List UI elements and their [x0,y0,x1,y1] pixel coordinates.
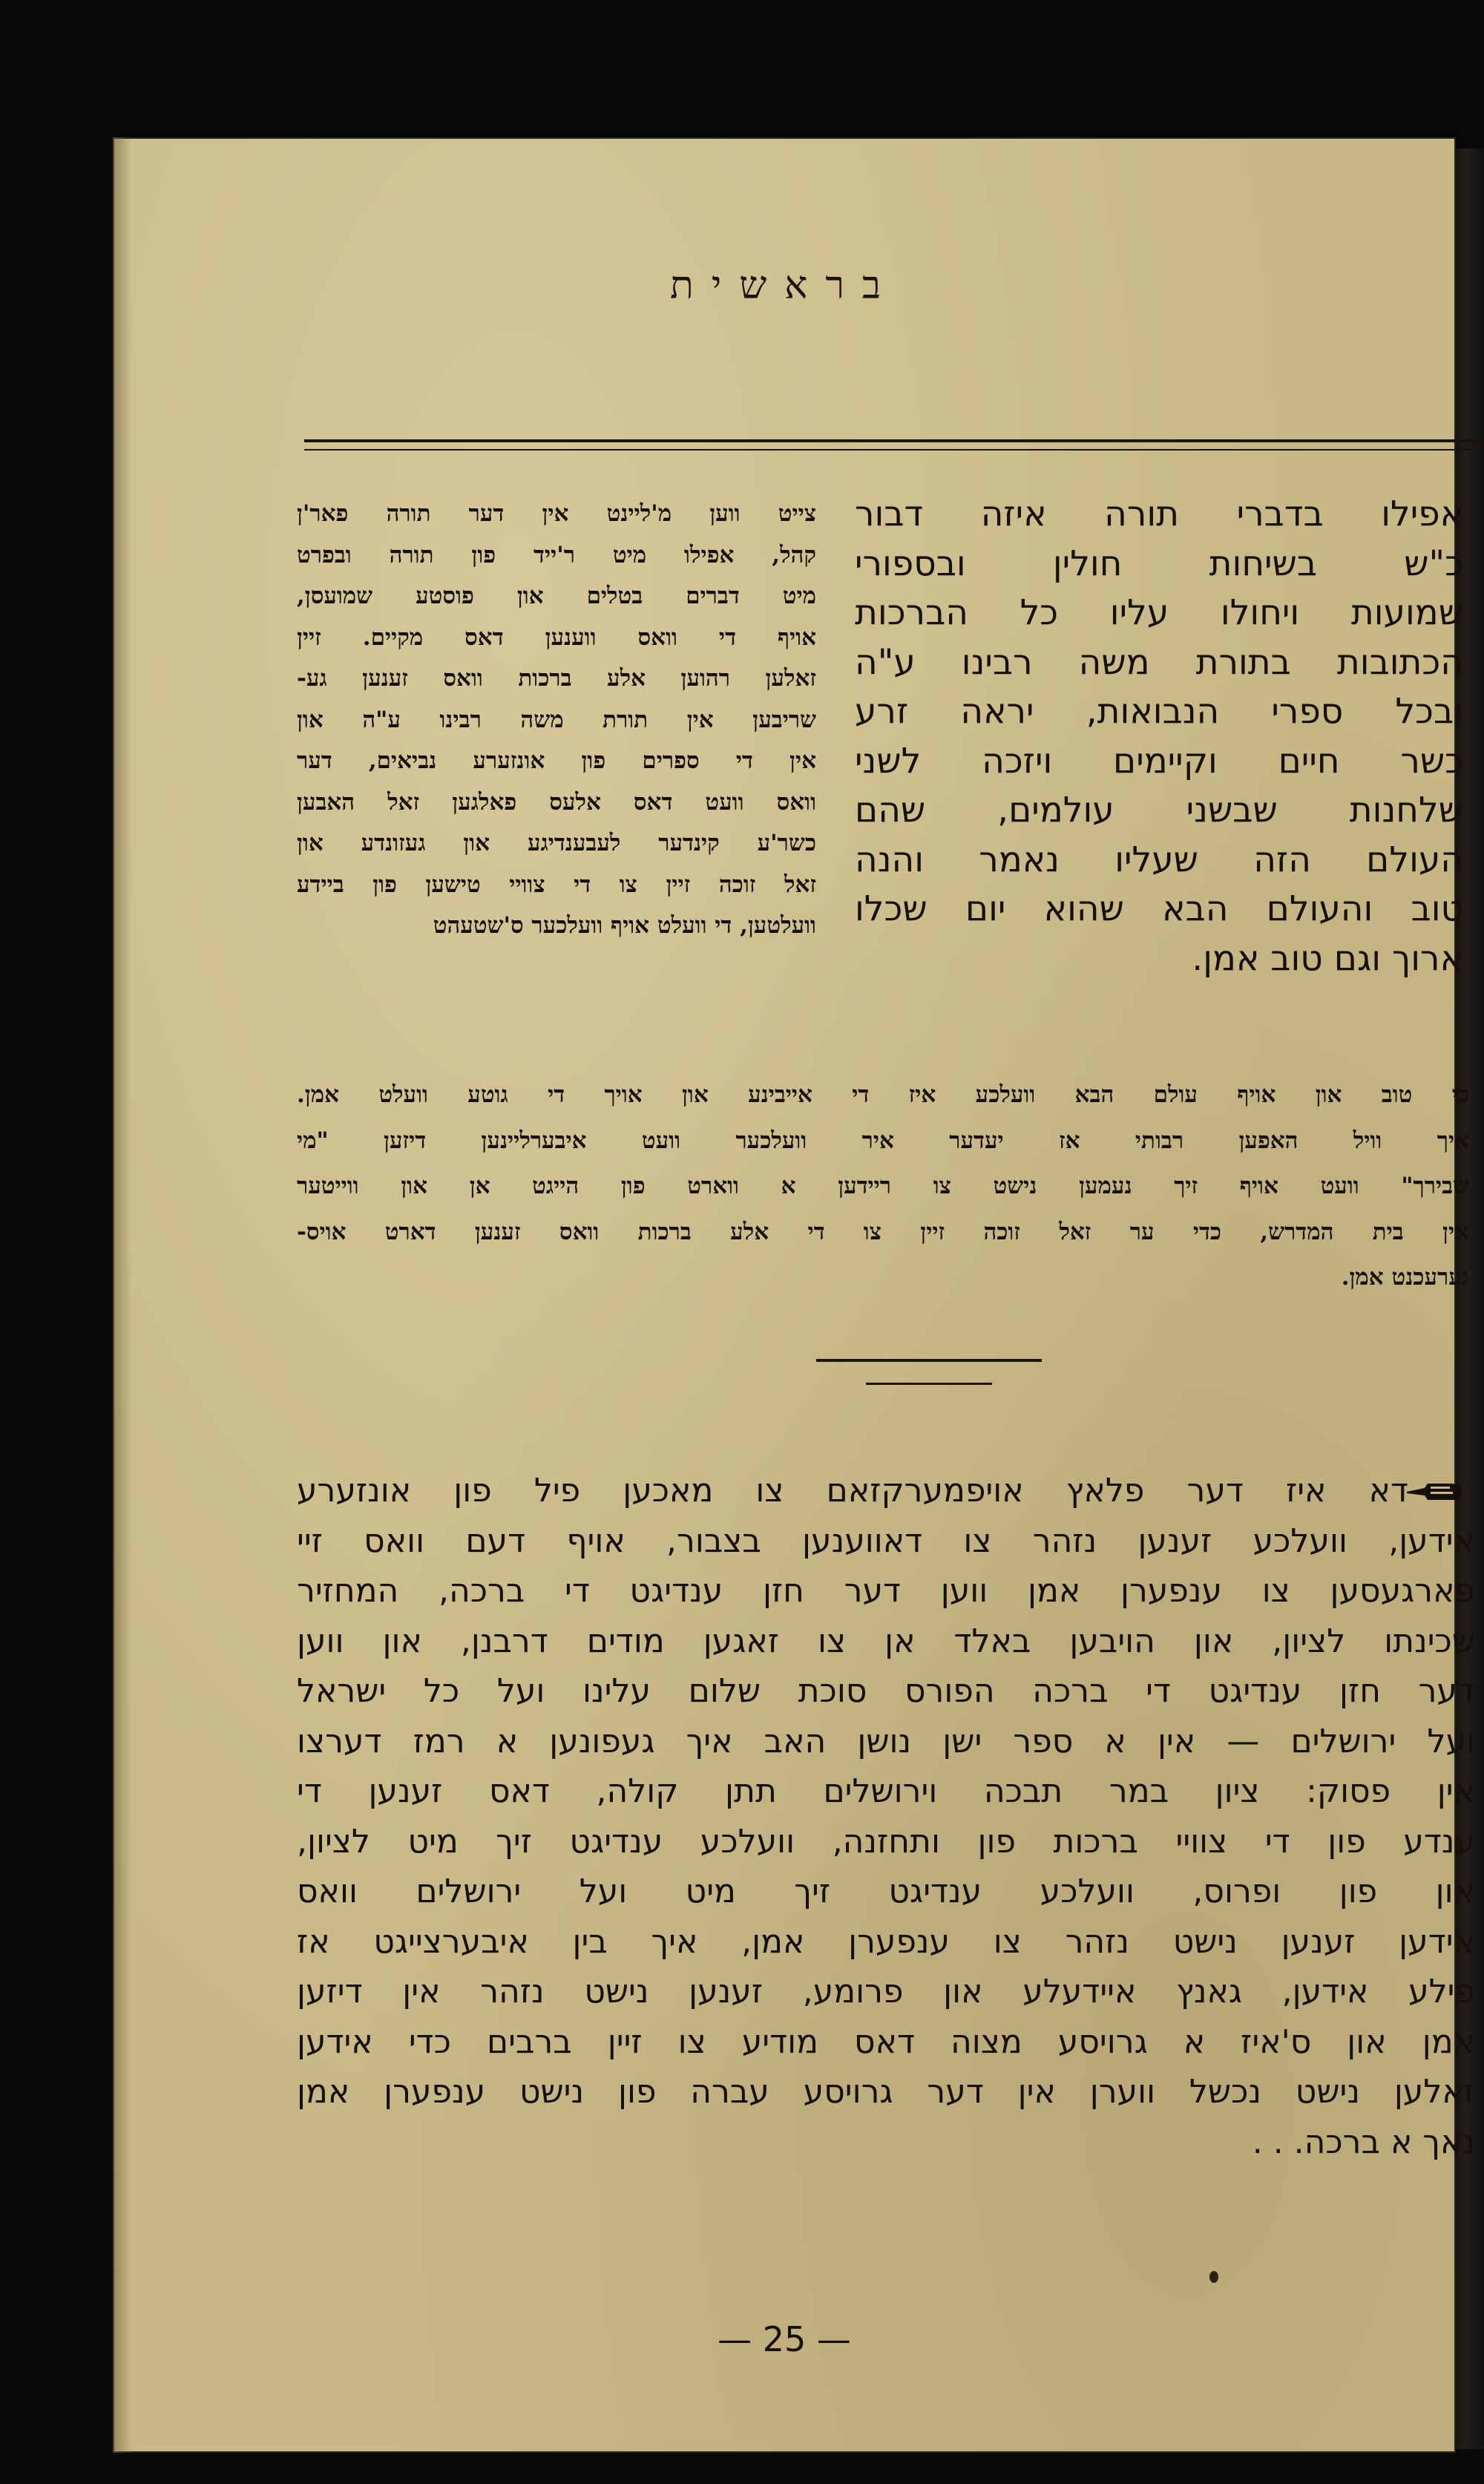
left-column-line: קהל, אפילו מיט ר'ייד פון תורה ובפרט [297,541,816,568]
paragraph-line: דער חזן ענדיגט די ברכה הפורס סוכת שלום עלינו ועל כל ישראל [297,1672,1475,1710]
right-column-line: שלחנות שבשני עולמים, שהם [855,790,1463,830]
paragraph-line: פארגעסען צו ענפערן אמן ווען דער חזן ענדיגט די ברכה, המחזיר [297,1572,1475,1610]
paragraph-line: אידען זענען נישט נזהר צו ענפערן אמן, איך בין איבערצייגט אז [297,1922,1475,1961]
paragraph-line: איך וויל האפען רבותי אז יעדער איר וועלכער וועט איבערליינען דיזען "מי [297,1127,1469,1154]
right-column-line: ארוך וגם טוב אמן. [1192,937,1463,979]
left-column-line: זאלען רהוען אלע ברכות וואס זענען גע- [297,665,816,692]
main-paragraph [297,1466,1475,2167]
right-column [855,490,1463,983]
section-divider-short [866,1383,992,1385]
paragraph-line: שבירך" וועט אויף זיך נעמען נישט צו ריידען א ווארט פון הייגט אן און ווייטער [297,1173,1469,1199]
running-head: בראשית [670,263,899,308]
section-divider [816,1359,1042,1362]
right-column-line: שמועות ויחולו עליו כל הברכות [855,592,1463,633]
left-column-line: אויף די וואס ווענען דאס מקיים. זיין [297,623,816,651]
page-number: — 25 — [718,2319,851,2359]
paragraph-line: שכינתו לציון, און הויבען באלד אן צו זאגען מודים דרבנן, און ווען [297,1622,1475,1660]
paragraph-line: אמן און ס'איז א גרויסע מצוה דאס מודיע צו זיין ברבים כדי אידען [297,2022,1475,2061]
right-column-line: כ"ש בשיחות חולין ובספורי [855,543,1463,584]
left-column-line: זאל זוכה זיין צו די צוויי טישען פון ביידע [297,871,816,898]
paragraph-line: ענדע פון די צוויי ברכות פון ותחזנה, וועלכע ענדיגט זיך מיט לציון, [297,1822,1475,1861]
left-column [297,494,816,947]
full-width-paragraph [297,1072,1469,1301]
right-column-line: כשר חיים וקיימים ויזכה לשני [855,740,1463,781]
paragraph-line: און פון ופרוס, וועלכע ענדיגט זיך מיט ועל ירושלים וואס [297,1872,1475,1910]
paragraph-line: כי טוב און אויף עולם הבא וועלכע איז די אייבינע און אויך די גוטע וועלט אמן. [297,1081,1469,1108]
right-column-line: העולם הזה שעליו נאמר והנה [855,839,1463,880]
right-column-line: הכתובות בתורת משה רבינו ע"ה [855,641,1463,683]
left-column-line: וועלטען, די וועלט אויף וועלכער ס'שטעהט [433,912,816,939]
left-column-line: צייט ווען מ'ליינט אין דער תורה פאר'ן [297,500,816,527]
paragraph-line: אין בית המדרש, כדי ער זאל זוכה זיין צו די אלע ברכות וואס זענען דארט אויס- [297,1218,1469,1245]
left-column-line: כשר'ע קינדער לעבענדיגע און געזונדע און [297,830,816,856]
left-column-line: מיט דברים בטלים און פוסטע שמועסן, [297,583,816,609]
right-column-line: אפילו בדברי תורה איזה דבור [855,494,1463,534]
paragraph-line: גערעכנט אמן. [1341,1264,1469,1291]
left-column-line: וואס וועט דאס אלעס פאלגען זאל האבען [297,788,816,816]
paragraph-line: אין פסוק: ציון במר תבכה וירושלים תתן קולה, דאס זענען די [297,1772,1475,1810]
paragraph-line: נאך א ברכה. . . [1252,2123,1475,2161]
header-rule-thin [304,449,1480,450]
right-column-line: טוב והעולם הבא שהוא יום שכלו [855,888,1463,929]
header-rule [304,439,1480,442]
right-column-line: ובכל ספרי הנבואות, יראה זרע [855,691,1463,732]
ink-spot [1209,2271,1218,2283]
left-column-line: שריבען אין תורת משה רבינו ע"ה און [297,706,816,733]
paragraph-line: פילע אידען, גאנץ איידעלע און פרומע, זענען נישט נזהר אין דיזען [297,1973,1475,2011]
paragraph-line: זאלען נישט נכשל ווערן אין דער גרויסע עברה פון נישט ענפערן אמן [297,2073,1475,2111]
page-shadow [113,137,132,2453]
paragraph-line: דא איז דער פלאץ אויפמערקזאם צו מאכען פיל פון אונזערע [297,1472,1408,1510]
left-column-line: אין די ספרים פון אונזערע נביאים, דער [297,747,816,774]
paragraph-line: אידען, וועלכע זענען נזהר צו דאווענען בצבור, אויף דעם וואס זיי [297,1521,1475,1560]
paragraph-line: ועל ירושלים — אין א ספר ישן נושן האב איך געפונען א רמז דערצו [297,1722,1475,1760]
book-page [113,137,1475,2453]
